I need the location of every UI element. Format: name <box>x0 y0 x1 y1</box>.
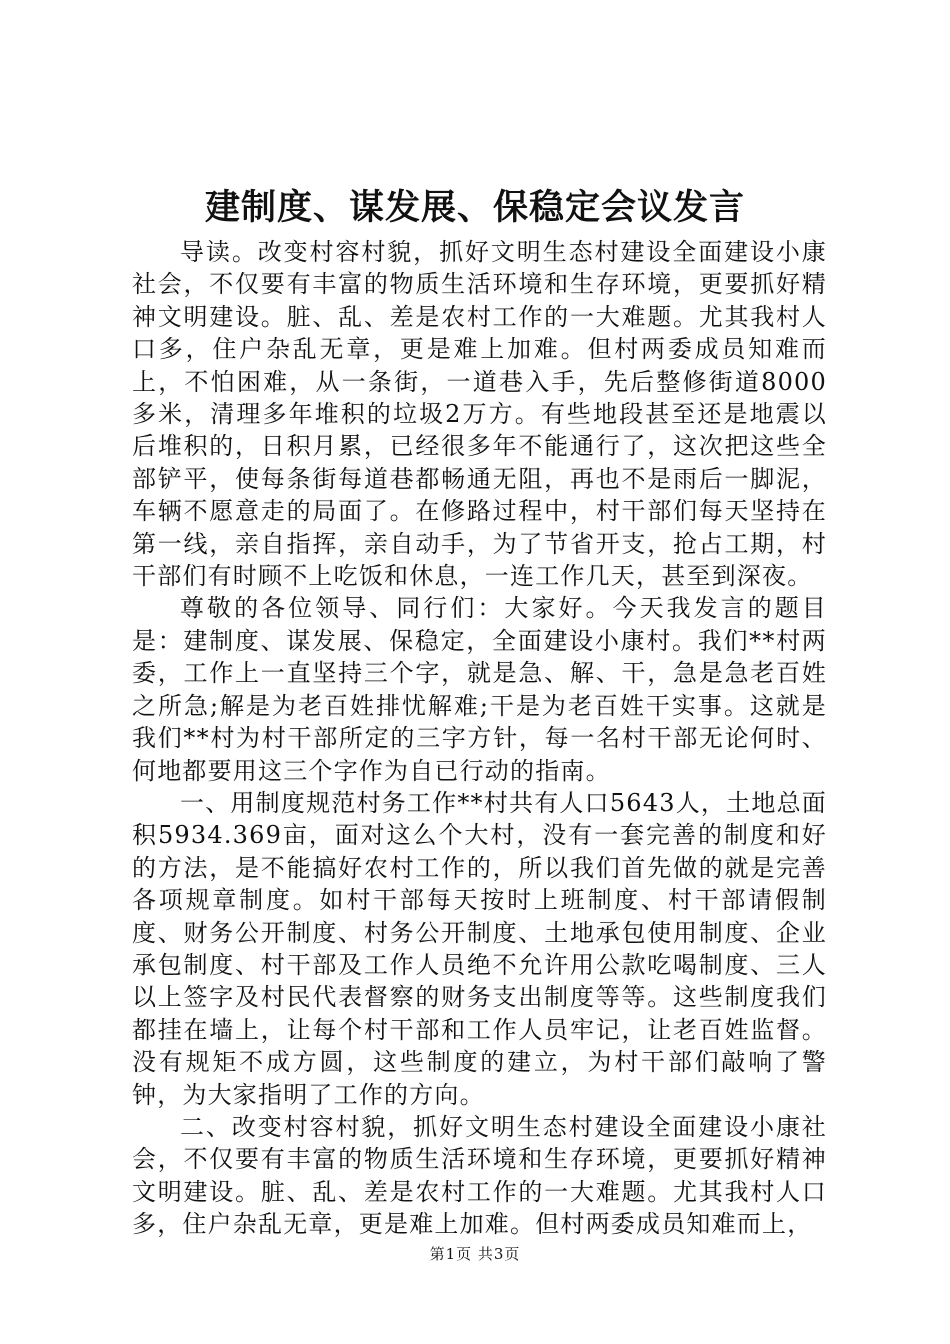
page-number-footer: 第1页 共3页 <box>429 1245 521 1263</box>
document-title: 建制度、谋发展、保稳定会议发言 <box>204 187 745 228</box>
paragraph-intro: 导读。改变村容村貌，抓好文明生态村建设全面建设小康社会，不仅要有丰富的物质生活环境和生存环境，更要抓好精神文明建设。脏、乱、差是农村工作的一大难题。尤其我村人口多，住户杂乱无章，更是难上加难。但村两委成员知难而上，不怕困难，从一条街，一道巷入手，先后整修街道8000多米，清理多年堆积的垃圾2万方。有些地段甚至还是地震以后堆积的，日积月累，已经很多年不能通行了，这次把这些全部铲平，使每条街每道巷都畅通无阻，再也不是雨后一脚泥，车辆不愿意走的局面了。在修路过程中，村干部们每天坚持在第一线，亲自指挥，亲自动手，为了节省开支，抢占工期，村干部们有时顾不上吃饭和休息，一连工作几天，甚至到深夜。 <box>132 238 827 591</box>
paragraph-greeting: 尊敬的各位领导、同行们：大家好。今天我发言的题目是：建制度、谋发展、保稳定，全面建设小康村。我们**村两委，工作上一直坚持三个字，就是急、解、干，急是急老百姓之所急;解是为老百姓排忧解难;干是为老百姓干实事。这就是我们**村为村干部所定的三字方针，每一名村干部无论何时、何地都要用这三个字作为自已行动的指南。 <box>132 594 827 785</box>
paragraph-section-two: 二、改变村容村貌，抓好文明生态村建设全面建设小康社会，不仅要有丰富的物质生活环境和生存环境，更要抓好精神文明建设。脏、乱、差是农村工作的一大难题。尤其我村人口多，住户杂乱无章，更是难上加难。但村两委成员知难而上， <box>132 1112 827 1239</box>
paragraph-section-one: 一、用制度规范村务工作**村共有人口5643人，土地总面积5934.369亩，面对这么个大村，没有一套完善的制度和好的方法，是不能搞好农村工作的，所以我们首先做的就是完善各项规章制度。如村干部每天按时上班制度、村干部请假制度、财务公开制度、村务公开制度、土地承包使用制度、企业承包制度、村干部及工作人员绝不允许用公款吃喝制度、三人以上签字及村民代表督察的财务支出制度等等。这些制度我们都挂在墙上，让每个村干部和工作人员牢记，让老百姓监督。没有规矩不成方圆，这些制度的建立，为村干部们敲响了警钟，为大家指明了工作的方向。 <box>132 788 827 1109</box>
document-body <box>132 236 827 1241</box>
